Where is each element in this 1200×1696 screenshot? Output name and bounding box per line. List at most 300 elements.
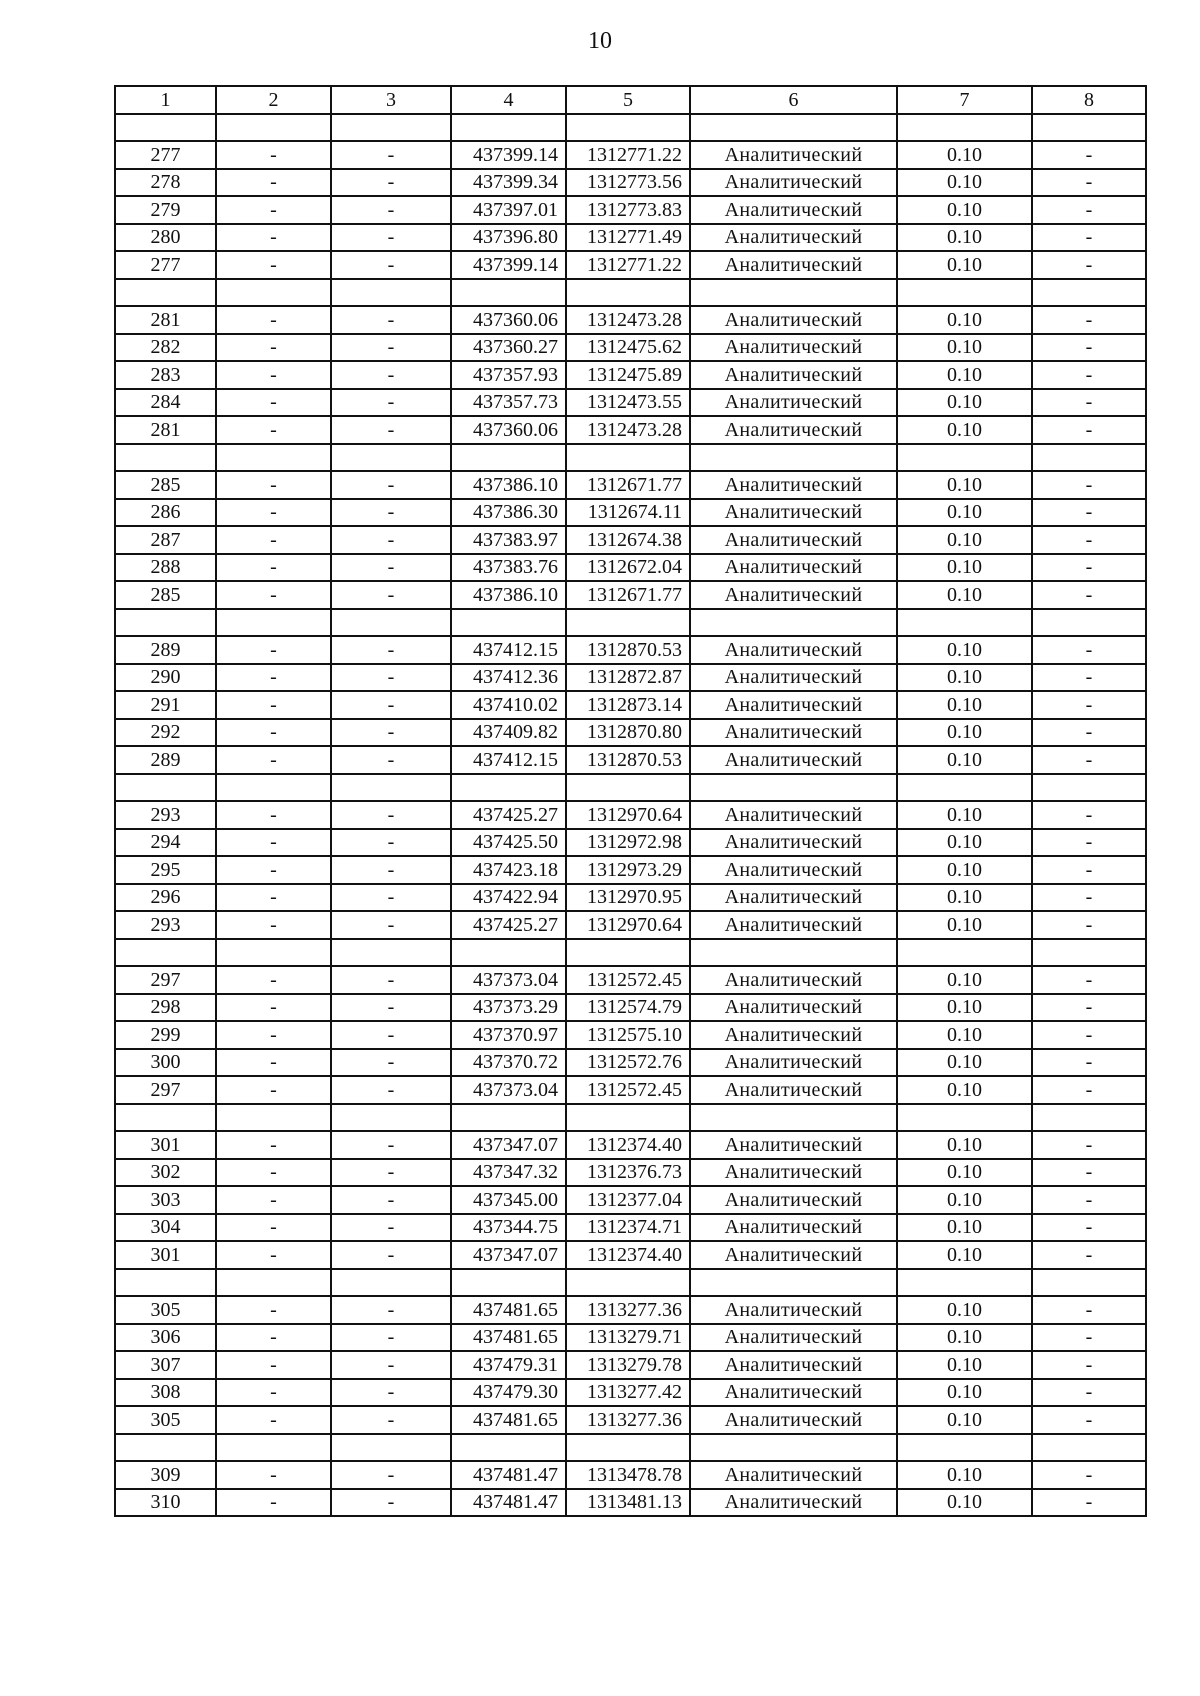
- y-coordinate-cell: 1312473.55: [566, 389, 690, 417]
- method-cell: Аналитический: [690, 636, 897, 664]
- empty-cell: [451, 774, 566, 802]
- method-cell: Аналитический: [690, 389, 897, 417]
- accuracy-cell: 0.10: [897, 1324, 1032, 1352]
- empty-cell: [690, 1434, 897, 1462]
- method-cell: Аналитический: [690, 719, 897, 747]
- empty-cell: [1032, 774, 1146, 802]
- table-row: [115, 1131, 1146, 1159]
- col3-cell: -: [331, 361, 451, 389]
- table-row: [115, 719, 1146, 747]
- col8-cell: -: [1032, 884, 1146, 912]
- y-coordinate-cell: 1313478.78: [566, 1461, 690, 1489]
- accuracy-cell: 0.10: [897, 1241, 1032, 1269]
- separator-row: [115, 609, 1146, 637]
- point-number-cell: 308: [115, 1379, 216, 1407]
- column-header-1: 1: [115, 86, 216, 114]
- col8-cell: -: [1032, 141, 1146, 169]
- separator-row: [115, 444, 1146, 472]
- empty-cell: [897, 1104, 1032, 1132]
- table-row: [115, 884, 1146, 912]
- empty-cell: [690, 939, 897, 967]
- col3-cell: -: [331, 1351, 451, 1379]
- accuracy-cell: 0.10: [897, 224, 1032, 252]
- method-cell: Аналитический: [690, 691, 897, 719]
- col8-cell: -: [1032, 801, 1146, 829]
- x-coordinate-cell: 437373.04: [451, 1076, 566, 1104]
- y-coordinate-cell: 1312572.45: [566, 1076, 690, 1104]
- y-coordinate-cell: 1312475.62: [566, 334, 690, 362]
- table-body: [115, 114, 1146, 1517]
- point-number-cell: 297: [115, 1076, 216, 1104]
- empty-cell: [115, 774, 216, 802]
- x-coordinate-cell: 437370.97: [451, 1021, 566, 1049]
- col8-cell: -: [1032, 1351, 1146, 1379]
- empty-cell: [897, 1434, 1032, 1462]
- empty-cell: [690, 279, 897, 307]
- empty-cell: [331, 774, 451, 802]
- y-coordinate-cell: 1312972.98: [566, 829, 690, 857]
- point-number-cell: 293: [115, 801, 216, 829]
- point-number-cell: 289: [115, 746, 216, 774]
- accuracy-cell: 0.10: [897, 306, 1032, 334]
- page-number: 10: [588, 28, 612, 54]
- col2-cell: -: [216, 856, 331, 884]
- point-number-cell: 305: [115, 1296, 216, 1324]
- x-coordinate-cell: 437386.10: [451, 581, 566, 609]
- x-coordinate-cell: 437373.29: [451, 994, 566, 1022]
- table-row: [115, 1379, 1146, 1407]
- col3-cell: -: [331, 471, 451, 499]
- empty-cell: [115, 114, 216, 142]
- method-cell: Аналитический: [690, 526, 897, 554]
- empty-cell: [451, 279, 566, 307]
- col3-cell: -: [331, 994, 451, 1022]
- empty-cell: [216, 939, 331, 967]
- point-number-cell: 296: [115, 884, 216, 912]
- accuracy-cell: 0.10: [897, 884, 1032, 912]
- col3-cell: -: [331, 1461, 451, 1489]
- x-coordinate-cell: 437383.76: [451, 554, 566, 582]
- accuracy-cell: 0.10: [897, 746, 1032, 774]
- x-coordinate-cell: 437344.75: [451, 1214, 566, 1242]
- empty-cell: [216, 279, 331, 307]
- col8-cell: -: [1032, 1379, 1146, 1407]
- table-row: [115, 1021, 1146, 1049]
- x-coordinate-cell: 437347.32: [451, 1159, 566, 1187]
- accuracy-cell: 0.10: [897, 1406, 1032, 1434]
- point-number-cell: 282: [115, 334, 216, 362]
- y-coordinate-cell: 1312575.10: [566, 1021, 690, 1049]
- accuracy-cell: 0.10: [897, 169, 1032, 197]
- y-coordinate-cell: 1312674.38: [566, 526, 690, 554]
- accuracy-cell: 0.10: [897, 801, 1032, 829]
- point-number-cell: 295: [115, 856, 216, 884]
- accuracy-cell: 0.10: [897, 1021, 1032, 1049]
- col8-cell: -: [1032, 334, 1146, 362]
- y-coordinate-cell: 1312475.89: [566, 361, 690, 389]
- table-row: [115, 1351, 1146, 1379]
- table-row: [115, 1049, 1146, 1077]
- col2-cell: -: [216, 746, 331, 774]
- x-coordinate-cell: 437347.07: [451, 1131, 566, 1159]
- accuracy-cell: 0.10: [897, 334, 1032, 362]
- x-coordinate-cell: 437373.04: [451, 966, 566, 994]
- column-header-3: 3: [331, 86, 451, 114]
- accuracy-cell: 0.10: [897, 526, 1032, 554]
- method-cell: Аналитический: [690, 966, 897, 994]
- x-coordinate-cell: 437399.34: [451, 169, 566, 197]
- col2-cell: -: [216, 1186, 331, 1214]
- accuracy-cell: 0.10: [897, 1461, 1032, 1489]
- col3-cell: -: [331, 196, 451, 224]
- accuracy-cell: 0.10: [897, 1379, 1032, 1407]
- separator-row: [115, 1269, 1146, 1297]
- col3-cell: -: [331, 1214, 451, 1242]
- point-number-cell: 289: [115, 636, 216, 664]
- empty-cell: [115, 1434, 216, 1462]
- col3-cell: -: [331, 1021, 451, 1049]
- separator-row: [115, 1104, 1146, 1132]
- accuracy-cell: 0.10: [897, 1186, 1032, 1214]
- method-cell: Аналитический: [690, 554, 897, 582]
- col3-cell: -: [331, 224, 451, 252]
- empty-cell: [331, 279, 451, 307]
- empty-cell: [216, 1269, 331, 1297]
- empty-cell: [897, 279, 1032, 307]
- col3-cell: -: [331, 416, 451, 444]
- col8-cell: -: [1032, 499, 1146, 527]
- x-coordinate-cell: 437412.36: [451, 664, 566, 692]
- column-header-5: 5: [566, 86, 690, 114]
- col2-cell: -: [216, 911, 331, 939]
- x-coordinate-cell: 437423.18: [451, 856, 566, 884]
- empty-cell: [566, 279, 690, 307]
- method-cell: Аналитический: [690, 746, 897, 774]
- accuracy-cell: 0.10: [897, 1049, 1032, 1077]
- x-coordinate-cell: 437425.27: [451, 911, 566, 939]
- method-cell: Аналитический: [690, 471, 897, 499]
- empty-cell: [690, 774, 897, 802]
- y-coordinate-cell: 1313279.71: [566, 1324, 690, 1352]
- column-header-8: 8: [1032, 86, 1146, 114]
- column-header-2: 2: [216, 86, 331, 114]
- point-number-cell: 281: [115, 416, 216, 444]
- empty-cell: [451, 1269, 566, 1297]
- x-coordinate-cell: 437481.65: [451, 1296, 566, 1324]
- empty-cell: [566, 1269, 690, 1297]
- col3-cell: -: [331, 1241, 451, 1269]
- col2-cell: -: [216, 554, 331, 582]
- col8-cell: -: [1032, 1489, 1146, 1517]
- point-number-cell: 298: [115, 994, 216, 1022]
- col3-cell: -: [331, 1324, 451, 1352]
- empty-cell: [566, 774, 690, 802]
- point-number-cell: 309: [115, 1461, 216, 1489]
- col3-cell: -: [331, 801, 451, 829]
- col8-cell: -: [1032, 1324, 1146, 1352]
- method-cell: Аналитический: [690, 829, 897, 857]
- col2-cell: -: [216, 1021, 331, 1049]
- accuracy-cell: 0.10: [897, 829, 1032, 857]
- x-coordinate-cell: 437370.72: [451, 1049, 566, 1077]
- x-coordinate-cell: 437399.14: [451, 141, 566, 169]
- point-number-cell: 277: [115, 141, 216, 169]
- header-row: [115, 86, 1146, 114]
- empty-cell: [331, 444, 451, 472]
- empty-cell: [115, 609, 216, 637]
- empty-cell: [331, 609, 451, 637]
- empty-cell: [216, 774, 331, 802]
- table-row: [115, 856, 1146, 884]
- col2-cell: -: [216, 141, 331, 169]
- y-coordinate-cell: 1312374.40: [566, 1131, 690, 1159]
- table-row: [115, 1324, 1146, 1352]
- y-coordinate-cell: 1312873.14: [566, 691, 690, 719]
- table-row: [115, 1186, 1146, 1214]
- col3-cell: -: [331, 389, 451, 417]
- col3-cell: -: [331, 1076, 451, 1104]
- accuracy-cell: 0.10: [897, 141, 1032, 169]
- col3-cell: -: [331, 829, 451, 857]
- y-coordinate-cell: 1312773.56: [566, 169, 690, 197]
- y-coordinate-cell: 1312870.53: [566, 746, 690, 774]
- empty-cell: [216, 114, 331, 142]
- col8-cell: -: [1032, 911, 1146, 939]
- table-row: [115, 1406, 1146, 1434]
- col2-cell: -: [216, 499, 331, 527]
- table-row: [115, 691, 1146, 719]
- empty-cell: [566, 114, 690, 142]
- x-coordinate-cell: 437412.15: [451, 746, 566, 774]
- x-coordinate-cell: 437422.94: [451, 884, 566, 912]
- point-number-cell: 301: [115, 1241, 216, 1269]
- empty-cell: [566, 1434, 690, 1462]
- x-coordinate-cell: 437360.06: [451, 306, 566, 334]
- col2-cell: -: [216, 334, 331, 362]
- col3-cell: -: [331, 966, 451, 994]
- accuracy-cell: 0.10: [897, 389, 1032, 417]
- col2-cell: -: [216, 1241, 331, 1269]
- col2-cell: -: [216, 196, 331, 224]
- point-number-cell: 284: [115, 389, 216, 417]
- col8-cell: -: [1032, 636, 1146, 664]
- table-row: [115, 994, 1146, 1022]
- method-cell: Аналитический: [690, 1241, 897, 1269]
- col2-cell: -: [216, 829, 331, 857]
- accuracy-cell: 0.10: [897, 966, 1032, 994]
- empty-cell: [1032, 1269, 1146, 1297]
- column-header-4: 4: [451, 86, 566, 114]
- method-cell: Аналитический: [690, 416, 897, 444]
- method-cell: Аналитический: [690, 1159, 897, 1187]
- x-coordinate-cell: 437479.30: [451, 1379, 566, 1407]
- col2-cell: -: [216, 884, 331, 912]
- accuracy-cell: 0.10: [897, 1159, 1032, 1187]
- point-number-cell: 310: [115, 1489, 216, 1517]
- y-coordinate-cell: 1312674.11: [566, 499, 690, 527]
- empty-cell: [1032, 444, 1146, 472]
- col3-cell: -: [331, 636, 451, 664]
- accuracy-cell: 0.10: [897, 499, 1032, 527]
- y-coordinate-cell: 1312870.80: [566, 719, 690, 747]
- x-coordinate-cell: 437409.82: [451, 719, 566, 747]
- accuracy-cell: 0.10: [897, 361, 1032, 389]
- table-row: [115, 141, 1146, 169]
- separator-row: [115, 1434, 1146, 1462]
- col2-cell: -: [216, 691, 331, 719]
- col2-cell: -: [216, 1489, 331, 1517]
- method-cell: Аналитический: [690, 1186, 897, 1214]
- point-number-cell: 302: [115, 1159, 216, 1187]
- empty-cell: [451, 609, 566, 637]
- col3-cell: -: [331, 911, 451, 939]
- x-coordinate-cell: 437386.30: [451, 499, 566, 527]
- y-coordinate-cell: 1312773.83: [566, 196, 690, 224]
- point-number-cell: 281: [115, 306, 216, 334]
- empty-cell: [566, 444, 690, 472]
- col8-cell: -: [1032, 554, 1146, 582]
- column-header-7: 7: [897, 86, 1032, 114]
- method-cell: Аналитический: [690, 169, 897, 197]
- x-coordinate-cell: 437481.47: [451, 1461, 566, 1489]
- separator-row: [115, 114, 1146, 142]
- table-row: [115, 334, 1146, 362]
- x-coordinate-cell: 437397.01: [451, 196, 566, 224]
- y-coordinate-cell: 1312671.77: [566, 471, 690, 499]
- col2-cell: -: [216, 471, 331, 499]
- col8-cell: -: [1032, 361, 1146, 389]
- accuracy-cell: 0.10: [897, 1351, 1032, 1379]
- table-row: [115, 1241, 1146, 1269]
- separator-row: [115, 939, 1146, 967]
- col8-cell: -: [1032, 1214, 1146, 1242]
- col8-cell: -: [1032, 1296, 1146, 1324]
- empty-cell: [216, 609, 331, 637]
- x-coordinate-cell: 437479.31: [451, 1351, 566, 1379]
- point-number-cell: 300: [115, 1049, 216, 1077]
- y-coordinate-cell: 1312376.73: [566, 1159, 690, 1187]
- col8-cell: -: [1032, 719, 1146, 747]
- empty-cell: [897, 939, 1032, 967]
- col3-cell: -: [331, 1379, 451, 1407]
- separator-row: [115, 279, 1146, 307]
- y-coordinate-cell: 1312572.45: [566, 966, 690, 994]
- empty-cell: [115, 279, 216, 307]
- x-coordinate-cell: 437360.27: [451, 334, 566, 362]
- y-coordinate-cell: 1313277.36: [566, 1296, 690, 1324]
- table-row: [115, 636, 1146, 664]
- col2-cell: -: [216, 526, 331, 554]
- table-row: [115, 499, 1146, 527]
- y-coordinate-cell: 1312970.64: [566, 911, 690, 939]
- y-coordinate-cell: 1312771.22: [566, 141, 690, 169]
- method-cell: Аналитический: [690, 306, 897, 334]
- table-row: [115, 526, 1146, 554]
- y-coordinate-cell: 1312672.04: [566, 554, 690, 582]
- empty-cell: [1032, 114, 1146, 142]
- accuracy-cell: 0.10: [897, 856, 1032, 884]
- y-coordinate-cell: 1312771.22: [566, 251, 690, 279]
- table-row: [115, 911, 1146, 939]
- empty-cell: [897, 1269, 1032, 1297]
- col3-cell: -: [331, 141, 451, 169]
- y-coordinate-cell: 1313277.36: [566, 1406, 690, 1434]
- method-cell: Аналитический: [690, 499, 897, 527]
- empty-cell: [690, 609, 897, 637]
- col3-cell: -: [331, 1186, 451, 1214]
- y-coordinate-cell: 1312374.71: [566, 1214, 690, 1242]
- x-coordinate-cell: 437481.65: [451, 1406, 566, 1434]
- point-number-cell: 283: [115, 361, 216, 389]
- separator-row: [115, 774, 1146, 802]
- table-row: [115, 1159, 1146, 1187]
- col2-cell: -: [216, 1296, 331, 1324]
- x-coordinate-cell: 437345.00: [451, 1186, 566, 1214]
- table-row: [115, 361, 1146, 389]
- point-number-cell: 291: [115, 691, 216, 719]
- accuracy-cell: 0.10: [897, 1214, 1032, 1242]
- empty-cell: [115, 1269, 216, 1297]
- y-coordinate-cell: 1312870.53: [566, 636, 690, 664]
- empty-cell: [690, 114, 897, 142]
- accuracy-cell: 0.10: [897, 581, 1032, 609]
- point-number-cell: 288: [115, 554, 216, 582]
- y-coordinate-cell: 1312574.79: [566, 994, 690, 1022]
- point-number-cell: 294: [115, 829, 216, 857]
- accuracy-cell: 0.10: [897, 994, 1032, 1022]
- y-coordinate-cell: 1312473.28: [566, 416, 690, 444]
- empty-cell: [690, 1104, 897, 1132]
- col2-cell: -: [216, 169, 331, 197]
- col3-cell: -: [331, 856, 451, 884]
- point-number-cell: 293: [115, 911, 216, 939]
- table-row: [115, 1489, 1146, 1517]
- col3-cell: -: [331, 719, 451, 747]
- col2-cell: -: [216, 1461, 331, 1489]
- col8-cell: -: [1032, 1021, 1146, 1049]
- empty-cell: [690, 1269, 897, 1297]
- col2-cell: -: [216, 1076, 331, 1104]
- accuracy-cell: 0.10: [897, 251, 1032, 279]
- empty-cell: [331, 1434, 451, 1462]
- col2-cell: -: [216, 1131, 331, 1159]
- point-number-cell: 279: [115, 196, 216, 224]
- accuracy-cell: 0.10: [897, 911, 1032, 939]
- table-row: [115, 1214, 1146, 1242]
- table-row: [115, 1076, 1146, 1104]
- y-coordinate-cell: 1313481.13: [566, 1489, 690, 1517]
- col2-cell: -: [216, 1379, 331, 1407]
- method-cell: Аналитический: [690, 911, 897, 939]
- empty-cell: [115, 1104, 216, 1132]
- empty-cell: [1032, 939, 1146, 967]
- col8-cell: -: [1032, 389, 1146, 417]
- col8-cell: -: [1032, 966, 1146, 994]
- method-cell: Аналитический: [690, 1214, 897, 1242]
- col8-cell: -: [1032, 526, 1146, 554]
- table-row: [115, 581, 1146, 609]
- col2-cell: -: [216, 306, 331, 334]
- empty-cell: [216, 1104, 331, 1132]
- col8-cell: -: [1032, 1186, 1146, 1214]
- empty-cell: [216, 444, 331, 472]
- point-number-cell: 304: [115, 1214, 216, 1242]
- method-cell: Аналитический: [690, 994, 897, 1022]
- empty-cell: [115, 939, 216, 967]
- table-row: [115, 746, 1146, 774]
- col8-cell: -: [1032, 664, 1146, 692]
- y-coordinate-cell: 1312377.04: [566, 1186, 690, 1214]
